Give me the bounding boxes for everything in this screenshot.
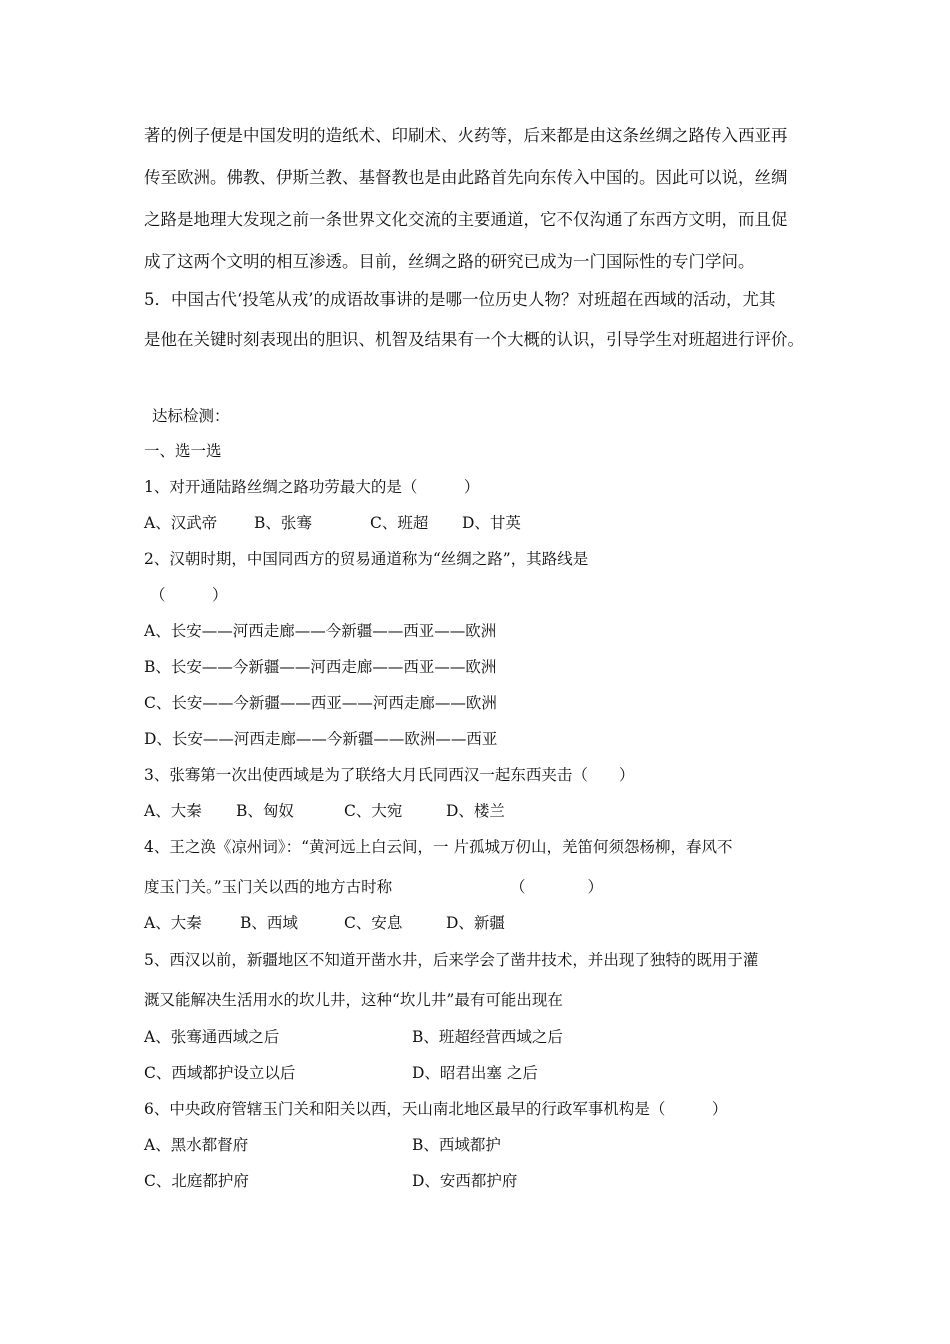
- option: C、班超: [370, 514, 429, 532]
- option: D、长安——河西走廊——今新疆——欧洲——西亚: [144, 730, 498, 748]
- option: B、西域: [240, 914, 298, 932]
- section-title: 达标检测：: [152, 407, 230, 425]
- option: B、班超经营西域之后: [412, 1028, 563, 1046]
- paragraph-line: 传至欧洲。佛教、伊斯兰教、基督教也是由此路首先向东传入中国的。因此可以说，丝绸: [144, 168, 788, 187]
- option: A、大秦: [144, 914, 202, 932]
- option: B、长安——今新疆——河西走廊——西亚——欧洲: [144, 658, 497, 676]
- document-page: 著的例子便是中国发明的造纸术、印刷术、火药等，后来都是由这条丝绸之路传入西亚再 传至欧洲。佛教、伊斯兰教、基督教也是由此路首先向东传入中国的。因此可以说，丝绸 之路是地理大发现之前一条世界文化交流的主要通道，它不仅沟通了东西方文明，而且促 成了这两个文明的相互渗透。目前，丝绸之路的研究已成为一门国际性的专门学问。 5．中国古代‘投笔从戎’的成语故事讲的是哪一位历史人物？对班超在西域的活动，尤其 是他在关键时刻表现出的胆识、机智及结果有一个大概的认识，引导学生对班超进行评价。 达标检测： 一、选一选 1、对开通陆路丝绸之路功劳最大的是（ ） A、汉武帝 B、张骞 C、班超 D、甘英 2、汉朝时期，中国同西方的贸易通道称为“丝绸之路”，其路线是 （ ） A、长安——河西走廊——今新疆——西亚——欧洲 B、长安——今新疆——河西走廊——西亚——欧洲 C、长安——今新疆——西亚——河西走廊——欧洲 D、长安——河西走廊——今新疆——欧洲——西亚 3、张骞第一次出使西域是为了联络大月氏同西汉一起东西夹击（ ） A、大秦 B、匈奴 C、大宛 D、楼兰 4、王之涣《凉州词》：“黄河远上白云间，一 片孤城万仞山，羌笛何须怨杨柳，春风不 度玉门关。”玉门关以西的地方古时称 （ ） A、大秦 B、西域 C、安息 D、新疆 5、西汉以前，新疆地区不知道开凿水井，后来学会了凿井技术，并出现了独特的既用于灌 溉又能解决生活用水的坎儿井，这种“坎儿井”最有可能出现在 A、张骞通西域之后 B、班超经营西域之后 C、西域都护设立以后 D、昭君出塞 之后 6、中央政府管辖玉门关和阳关以西，天山南北地区最早的行政军事机构是（ ） A、黑水都督府 B、西域都护 C、北庭都护府 D、安西都护府: [144, 126, 804, 1190]
- question-5-stem-line: 溉又能解决生活用水的坎儿井，这种“坎儿井”最有可能出现在: [144, 991, 563, 1009]
- option: A、汉武帝: [144, 514, 218, 532]
- option: B、张骞: [254, 514, 312, 532]
- question-4-stem-line: 4、王之涣《凉州词》：“黄河远上白云间，一 片孤城万仞山，羌笛何须怨杨柳，春风不: [144, 838, 733, 856]
- option: C、安息: [344, 914, 403, 932]
- option: B、匈奴: [236, 802, 294, 820]
- question-5-stem-line: 5、西汉以前，新疆地区不知道开凿水井，后来学会了凿井技术，并出现了独特的既用于灌: [144, 951, 759, 969]
- paragraph-line: 是他在关键时刻表现出的胆识、机智及结果有一个大概的认识，引导学生对班超进行评价。: [144, 330, 804, 349]
- question-3-stem: 3、张骞第一次出使西域是为了联络大月氏同西汉一起东西夹击（ ）: [144, 766, 635, 784]
- option: D、楼兰: [446, 802, 505, 820]
- answer-blank: （ ）: [510, 878, 604, 896]
- part-title: 一、选一选: [144, 442, 222, 460]
- option: D、安西都护府: [412, 1172, 518, 1190]
- option: D、新疆: [446, 914, 505, 932]
- paragraph-line: 著的例子便是中国发明的造纸术、印刷术、火药等，后来都是由这条丝绸之路传入西亚再: [144, 126, 788, 145]
- question-2-stem: 2、汉朝时期，中国同西方的贸易通道称为“丝绸之路”，其路线是: [144, 550, 589, 568]
- option: A、黑水都督府: [144, 1136, 249, 1154]
- option: C、大宛: [344, 802, 403, 820]
- option: C、西域都护设立以后: [144, 1064, 296, 1082]
- question-6-stem: 6、中央政府管辖玉门关和阳关以西，天山南北地区最早的行政军事机构是（ ）: [144, 1100, 728, 1118]
- option: D、昭君出塞 之后: [412, 1064, 538, 1082]
- option: C、长安——今新疆——西亚——河西走廊——欧洲: [144, 694, 497, 712]
- option: A、张骞通西域之后: [144, 1028, 280, 1046]
- paragraph-line: 成了这两个文明的相互渗透。目前，丝绸之路的研究已成为一门国际性的专门学问。: [144, 252, 755, 271]
- option: D、甘英: [462, 514, 521, 532]
- option: A、长安——河西走廊——今新疆——西亚——欧洲: [144, 622, 497, 640]
- paragraph-line: 5．中国古代‘投笔从戎’的成语故事讲的是哪一位历史人物？对班超在西域的活动，尤其: [144, 290, 776, 309]
- paragraph-line: 之路是地理大发现之前一条世界文化交流的主要通道，它不仅沟通了东西方文明，而且促: [144, 210, 788, 229]
- option: A、大秦: [144, 802, 202, 820]
- option: B、西域都护: [412, 1136, 501, 1154]
- question-1-stem: 1、对开通陆路丝绸之路功劳最大的是（ ）: [144, 478, 480, 496]
- option: C、北庭都护府: [144, 1172, 249, 1190]
- answer-blank: （ ）: [150, 586, 228, 604]
